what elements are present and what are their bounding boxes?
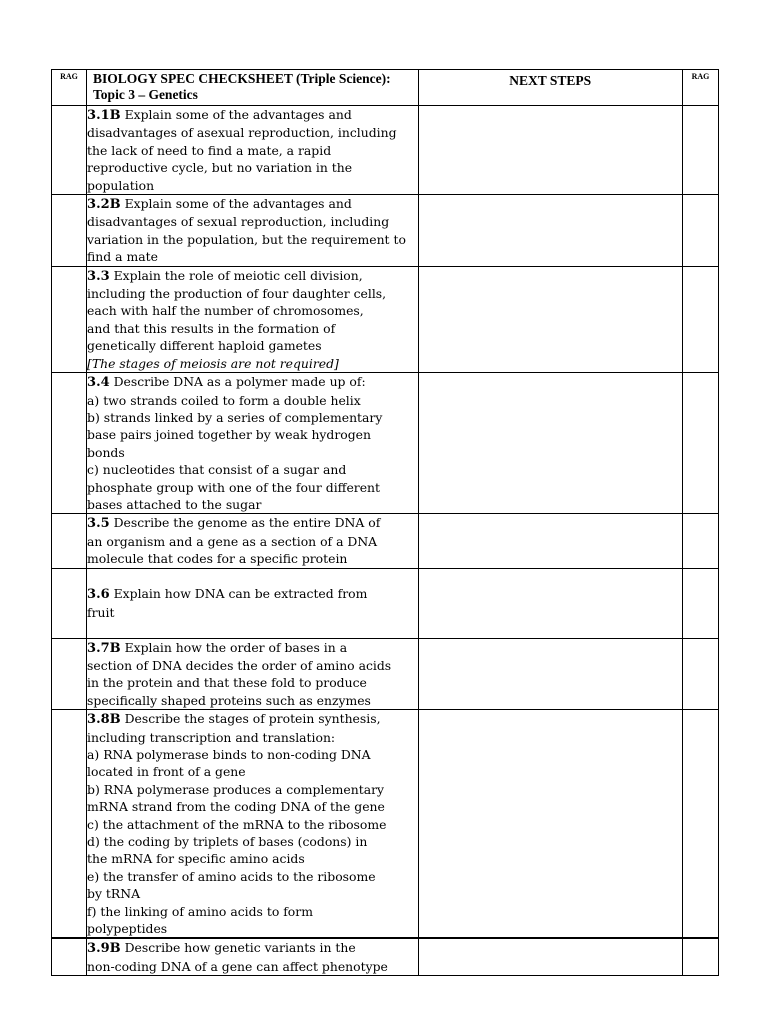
spec-code: 3.3 <box>87 268 110 284</box>
rag-cell-right[interactable] <box>682 514 718 568</box>
title-line-2: Topic 3 – Genetics <box>93 87 198 102</box>
spec-statement-cell <box>87 710 418 939</box>
spec-row <box>52 568 719 638</box>
spec-text: Explain the role of meiotic cell division, including the production of four daughter cells, each with half the number of chromosomes, and that this results in the formation of genetically different haploid gametes <box>87 267 387 354</box>
spec-row <box>52 266 719 372</box>
checksheet-title <box>87 70 417 103</box>
next-steps-cell[interactable] <box>418 938 682 975</box>
spec-row <box>52 514 719 568</box>
rag-cell-right[interactable] <box>682 373 718 514</box>
rag-label-right: RAG <box>691 72 710 81</box>
spec-statement-cell <box>87 638 418 710</box>
rag-cell-left[interactable] <box>52 938 87 975</box>
spec-code: 3.5 <box>87 516 110 532</box>
next-steps-cell[interactable] <box>418 638 682 710</box>
rag-cell-right[interactable] <box>682 568 718 638</box>
rag-cell-right[interactable] <box>682 710 718 939</box>
spec-row <box>52 195 719 267</box>
rag-cell-left[interactable] <box>52 195 87 267</box>
title-cell <box>87 70 418 106</box>
rag-cell-left[interactable] <box>52 710 87 939</box>
spec-code: 3.8B <box>87 712 121 728</box>
spec-code: 3.4 <box>87 375 110 391</box>
rag-cell-left[interactable] <box>52 514 87 568</box>
title-line-1: BIOLOGY SPEC CHECKSHEET (Triple Science): <box>93 71 391 86</box>
spec-statement-cell <box>87 106 418 195</box>
rag-cell-right[interactable] <box>682 106 718 195</box>
spec-note: [The stages of meiosis are not required] <box>87 355 339 371</box>
spec-code: 3.6 <box>87 587 110 603</box>
next-steps-cell[interactable] <box>418 514 682 568</box>
spec-code: 3.2B <box>87 197 121 213</box>
spec-code: 3.7B <box>87 640 121 656</box>
spec-statement-cell <box>87 195 418 267</box>
spec-code: 3.9B <box>87 941 121 957</box>
rag-cell-left[interactable] <box>52 106 87 195</box>
spec-statement-cell <box>87 373 418 514</box>
rag-cell-right[interactable] <box>682 638 718 710</box>
spec-statement-cell <box>87 568 418 638</box>
spec-text: Describe DNA as a polymer made up of: a) two strands coiled to form a double helix b) strands linked by a series of complementary base pairs joined together by weak hydrogen bonds c) nucleotides that consist of a sugar and phosphate group with one of the four different bases attached to the sugar <box>87 374 383 512</box>
spec-row <box>52 710 719 939</box>
next-steps-cell[interactable] <box>418 373 682 514</box>
spec-text: Explain some of the advantages and disadvantages of asexual reproduction, including the lack of need to find a mate, a rapid reproductive cycle, but no variation in the population <box>87 107 397 193</box>
spec-text: Describe the genome as the entire DNA of an organism and a gene as a section of a DNA molecule that codes for a specific protein <box>87 515 381 567</box>
spec-text: Explain how the order of bases in a section of DNA decides the order of amino acids in the protein and that these fold to produce specifically shaped proteins such as enzymes <box>87 639 392 708</box>
rag-cell-left[interactable] <box>52 568 87 638</box>
rag-cell-right[interactable] <box>682 266 718 372</box>
rag-label-left: RAG <box>60 72 78 81</box>
spec-code: 3.1B <box>87 108 121 123</box>
spec-text: Describe the stages of protein synthesis, including transcription and translation: a) RNA polymerase binds to non-coding DNA located in front of a gene b) RNA polymerase produces a complementary mRNA strand from the coding DNA of the gene c) the attachment of the mRNA to the ribosome d) the coding by triplets of bases (codons) in the mRNA for specific amino acids e) the transfer of amino acids to the ribosome by tRNA f) the linking of amino acids to form polypeptides <box>87 711 387 937</box>
spec-text: Explain some of the advantages and disadvantages of sexual reproduction, including variation in the population, but the requirement to find a mate <box>87 196 406 265</box>
spec-statement-cell <box>87 266 418 372</box>
rag-cell-left[interactable] <box>52 373 87 514</box>
spec-text: Explain how DNA can be extracted from fruit <box>87 586 368 620</box>
spec-row <box>52 638 719 710</box>
rag-cell-left[interactable] <box>52 638 87 710</box>
spec-text: Describe how genetic variants in the non-coding DNA of a gene can affect phenotype <box>87 940 388 974</box>
rag-cell-right[interactable] <box>682 195 718 267</box>
rag-cell-left[interactable] <box>52 266 87 372</box>
rag-header-right <box>682 70 718 106</box>
next-steps-cell[interactable] <box>418 195 682 267</box>
spec-checksheet-table <box>51 69 719 976</box>
next-steps-header-cell <box>418 70 682 106</box>
spec-statement-cell <box>87 514 418 568</box>
next-steps-cell[interactable] <box>418 106 682 195</box>
next-steps-cell[interactable] <box>418 568 682 638</box>
rag-header-left <box>52 70 87 106</box>
next-steps-header: NEXT STEPS <box>509 73 592 88</box>
spec-row <box>52 938 719 975</box>
spec-statement-cell <box>87 938 418 975</box>
next-steps-cell[interactable] <box>418 710 682 939</box>
rag-cell-right[interactable] <box>682 938 718 975</box>
spec-row <box>52 106 719 195</box>
header-row <box>52 70 719 106</box>
next-steps-cell[interactable] <box>418 266 682 372</box>
spec-row <box>52 373 719 514</box>
